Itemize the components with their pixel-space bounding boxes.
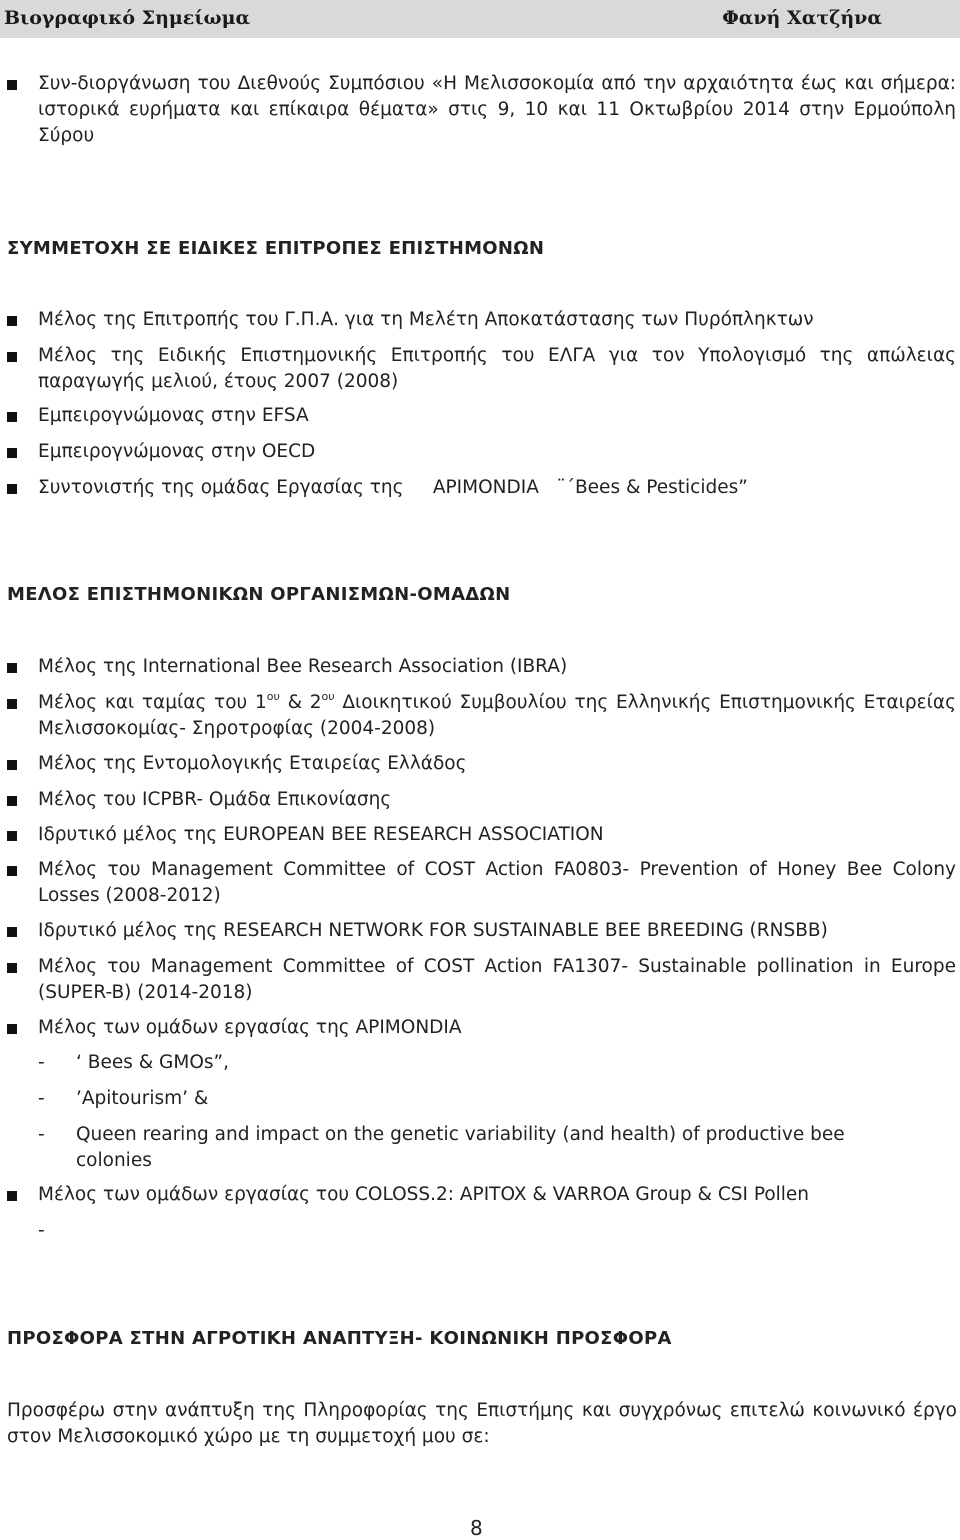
page-header	[0, 0, 960, 38]
membership-item: Ιδρυτικό μέλος της EUROPEAN BEE RESEARCH ASSOCIATION	[38, 822, 956, 848]
working-group-subitem: - Queen rearing and impact on the genetic variability (and health) of productive bee colonies	[76, 1122, 906, 1174]
membership-text: Διοικητικού Συμβουλίου της Ελληνικής Επιστημονικής Εταιρείας Μελισσοκομίας- Σηροτροφίας (2004-2008)	[38, 692, 956, 739]
membership-item: Μέλος της Εντομολογικής Εταιρείας Ελλάδος	[38, 751, 956, 777]
membership-text: Μέλος και ταμίας του 1	[38, 692, 267, 713]
membership-item: Μέλος του Management Committee of COST Action FA0803- Prevention of Honey Bee Colony Losses (2008-2012)	[38, 857, 956, 909]
page-number: 8	[470, 1516, 483, 1540]
membership-item: Μέλος των ομάδων εργασίας της APIMONDIA	[38, 1015, 956, 1041]
membership-item: Ιδρυτικό μέλος της RESEARCH NETWORK FOR SUSTAINABLE BEE BREEDING (RNSBB)	[38, 918, 956, 944]
committee-item: Εμπειρογνώμονας στην EFSA	[38, 403, 956, 429]
ordinal-suffix: ου	[266, 690, 280, 703]
membership-item: Μέλος των ομάδων εργασίας του COLOSS.2: APITOX & VARROA Group & CSI Pollen	[38, 1182, 956, 1208]
membership-item: Μέλος της International Bee Research Association (IBRA)	[38, 654, 956, 680]
memberships-heading: ΜΕΛΟΣ ΕΠΙΣΤΗΜΟΝΙΚΩΝ ΟΡΓΑΝΙΣΜΩΝ-ΟΜΑΔΩΝ	[7, 584, 511, 605]
offering-paragraph: Προσφέρω στην ανάπτυξη της Πληροφορίας της Επιστήμης και συγχρόνως επιτελώ κοινωνικό έργο στον Μελισσοκομικό χώρο με τη συμμετοχή μου σε:	[7, 1400, 957, 1447]
header-doc-title: Βιογραφικό Σημείωμα	[4, 7, 251, 29]
membership-item: Μέλος του Management Committee of COST Action FA1307- Sustainable pollination in Europe (SUPER-B) (2014-2018)	[38, 954, 956, 1006]
organization-item: Συν-διοργάνωση του Διεθνούς Συμπόσιου «Η Μελισσοκομία από την αρχαιότητα έως και σήμερα: ιστορικά ευρήματα και επίκαιρα θέματα» στις 9, 10 και 11 Οκτωβρίου 2014 στην Ερμούπολη Σύρου	[38, 71, 956, 149]
committee-item: Εμπειρογνώμονας στην OECD	[38, 439, 956, 465]
membership-text: & 2	[279, 692, 322, 713]
committees-heading: ΣΥΜΜΕΤΟΧΗ ΣΕ ΕΙΔΙΚΕΣ ΕΠΙΤΡΟΠΕΣ ΕΠΙΣΤΗΜΟΝΩΝ	[7, 238, 545, 259]
offering-heading: ΠΡΟΣΦΟΡΑ ΣΤΗΝ ΑΓΡΟΤΙΚΗ ΑΝΑΠΤΥΞΗ- ΚΟΙΝΩΝΙΚΗ ΠΡΟΣΦΟΡΑ	[7, 1328, 672, 1349]
committee-item: Συντονιστής της ομάδας Εργασίας της APIMONDIA ¨΄Bees & Pesticides”	[38, 475, 956, 501]
header-author-name: Φανή Χατζήνα	[722, 7, 882, 29]
committee-item: Μέλος της Ειδικής Επιστημονικής Επιτροπής του ΕΛΓΑ για τον Υπολογισμό της απώλειας παραγωγής μελιού, έτους 2007 (2008)	[38, 343, 956, 395]
membership-item: Μέλος του ICPBR- Ομάδα Επικονίασης	[38, 787, 956, 813]
working-group-subitem: - ‘ Bees & GMOs”,	[76, 1050, 906, 1076]
trailing-dash: -	[38, 1220, 45, 1241]
committee-item: Μέλος της Επιτροπής του Γ.Π.Α. για τη Μελέτη Αποκατάστασης των Πυρόπληκτων	[38, 307, 956, 333]
membership-item	[38, 690, 956, 742]
working-group-subitem: - ’Apitourism’ &	[76, 1086, 906, 1112]
ordinal-suffix: ου	[321, 690, 335, 703]
